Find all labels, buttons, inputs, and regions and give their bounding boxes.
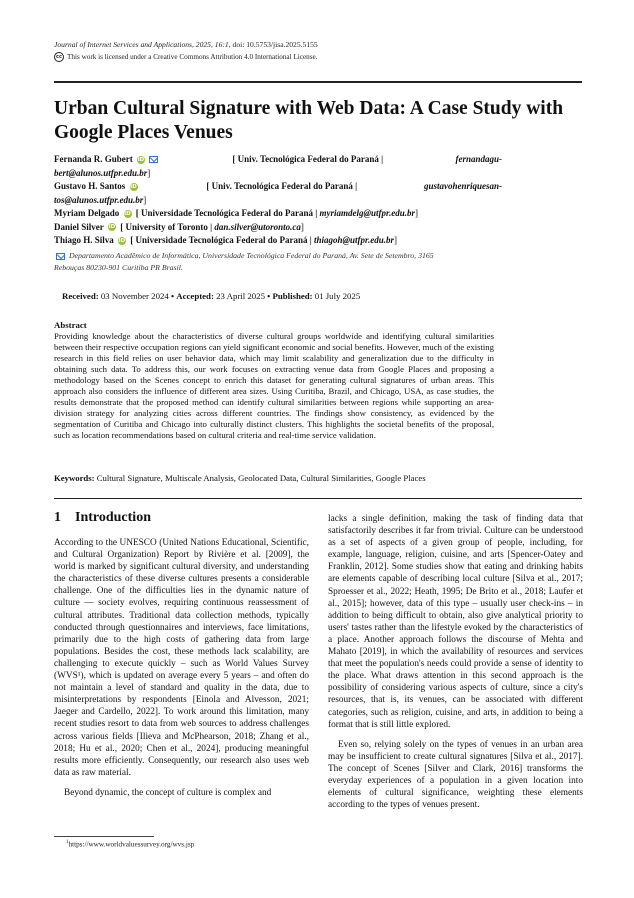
journal-name: Journal of Internet Services and Applications, 2025, 16:1, <box>54 40 231 49</box>
accepted-date: 23 April 2025 <box>216 291 265 301</box>
published-label: Published: <box>272 291 313 301</box>
keywords-label: Keywords: <box>54 473 95 483</box>
author-3: Myriam Delgado iD [ Universidade Tecnológica Federal do Paraná | myriamdelg@utfpr.edu.br] <box>54 208 418 218</box>
paragraph: Beyond dynamic, the concept of culture is complex and <box>64 787 272 798</box>
author-affiliation: [ Universidade Tecnológica Federal do Paraná | <box>135 208 318 218</box>
footnote-divider <box>54 836 154 837</box>
keywords <box>54 473 426 483</box>
author-email-cont[interactable]: tos@alunos.utfpr.edu.br <box>54 194 144 205</box>
section-number: 1 <box>54 510 61 525</box>
footnote-url[interactable]: https://www.worldvaluessurvey.org/wvs.jsp <box>68 840 195 849</box>
author-email-cont[interactable]: bert@alunos.utfpr.edu.br <box>54 167 148 178</box>
department-line-2: Rebouças 80230-901 Curitiba PR Brasil. <box>54 263 183 272</box>
paper-title: Urban Cultural Signature with Web Data: A Case Study with Google Places Venues <box>54 98 564 143</box>
journal-citation <box>54 40 318 49</box>
author-email[interactable]: fernandagu- <box>455 154 502 164</box>
paragraph: Even so, relying solely on the types of venues in an urban area may be insufficient to create cultural signatures [Silva et al., 2017]. The concept of Scenes [Silver and Clark, 2016] transforms the everyday experiences of a population in a given location into elements of cultural significance, weighting these elements according to the types of venues present. <box>328 739 583 811</box>
orcid-icon[interactable]: iD <box>108 224 116 231</box>
paragraph: According to the UNESCO (United Nations Educational, Scientific, and Cultural Organization) Report by Rivière et al. [2009], the world is marked by significant cultural diversity, and understanding the characteristics of these diverse cultures presents a considerable challenge. One of the difficulties lies in the dynamic nature of culture — society evolves, requiring continuous reassessment of cultural attributes. Traditional data collection methods, typically conducted through questionnaires and interviews, face limitations, primarily due to the high costs of gathering data from large populations. Besides the cost, these methods lack scalability, are challenging to execute quickly – such as World Values Survey (WVS¹), which is updated on average every 5 years – and often do not maintain a level of standard and quality in the data, due to misinterpretations by respondents [Einola and Alvesson, 2021; Jaeger and Cardello, 2022]. To work around this limitation, many recent studies resort to data from web sources to address challenges across various fields [Ilieva and McPhearson, 2018; Zhang et al., 2018; Hu et al., 2020; Chen et al., 2024], producing meaningful results more efficiently. Consequently, our research also uses web data as raw material. <box>54 538 309 778</box>
keywords-text: Cultural Signature, Multiscale Analysis, Geolocated Data, Cultural Similarities, Google Places <box>96 473 426 483</box>
author-name: Thiago H. Silva <box>54 235 114 245</box>
author-name: Daniel Silver <box>54 221 104 232</box>
footnote-mark: 1 <box>66 840 69 845</box>
date-separator: • <box>267 291 271 301</box>
publication-dates <box>62 291 360 301</box>
section-divider <box>54 498 582 499</box>
author-1 <box>54 153 502 167</box>
orcid-icon[interactable]: iD <box>137 156 145 163</box>
author-email[interactable]: thiagoh@utfpr.edu.br <box>314 235 395 245</box>
orcid-icon[interactable]: iD <box>118 237 126 244</box>
section-heading <box>54 510 309 526</box>
author-affiliation: [ Univ. Tecnológica Federal do Paraná | <box>232 154 384 164</box>
author-4: Daniel Silver iD [ University of Toronto | dan.silver@utoronto.ca] <box>54 221 304 232</box>
column-left <box>54 510 309 799</box>
license-line <box>54 52 318 62</box>
author-name: Myriam Delgado <box>54 208 120 218</box>
author-name: Fernanda R. Gubert <box>54 154 133 164</box>
creative-commons-icon: cc <box>54 52 64 62</box>
author-affiliation: [ Universidade Tecnológica Federal do Paraná | <box>130 235 312 245</box>
date-separator: • <box>170 291 175 301</box>
email-icon[interactable] <box>149 156 158 163</box>
author-affiliation: [ Univ. Tecnológica Federal do Paraná | <box>206 181 358 191</box>
column-right <box>328 513 583 811</box>
abstract-text: Providing knowledge about the characteristics of diverse cultural groups worldwide and identifying cultural similarities between their respective occupation regions can yield significant economic and social benefits. However, much of the existing research in this field relies on user behavior data, which may limit scalability and generalization due to the difficulty in obtaining such data. To address this, our work focuses on extracting venue data from Google Places and proposing a methodology based on the Scenes concept to enrich this dataset for generating cultural signatures of urban areas. This approach also considers the influence of different area sizes. Using Curitiba, Brazil, and Chicago, USA, as case studies, the results demonstrate that the proposed method can identify cultural similarities between regions while supporting an area-division strategy for analyzing cities across different countries. The findings show consistency, as evidenced by the segmentation of Curitiba and Chicago into culturally distinct clusters. This highlights the societal benefits of the proposal, such as location recommendations based on cultural criteria and real-time service validation. <box>54 331 494 440</box>
top-divider <box>54 81 582 83</box>
received-date: 03 November 2024 <box>100 291 169 301</box>
received-label: Received: <box>62 291 99 301</box>
published-date: 01 July 2025 <box>314 291 361 301</box>
license-text[interactable]: This work is licensed under a Creative Commons Attribution 4.0 International License. <box>67 53 318 61</box>
accepted-label: Accepted: <box>176 291 214 301</box>
author-name: Gustavo H. Santos <box>54 181 126 191</box>
author-email[interactable]: gustavohenriquesan- <box>423 181 502 191</box>
department-line-1: Departamento Acadêmico de Informática, Universidade Tecnológica Federal do Paraná, Av. Sete de Setembro, 3165 <box>68 251 434 260</box>
journal-doi[interactable]: doi: 10.5753/jisa.2025.5155 <box>232 40 318 49</box>
author-email[interactable]: dan.silver@utoronto.ca <box>214 221 301 232</box>
section-title: Introduction <box>75 510 151 525</box>
author-5: Thiago H. Silva iD [ Universidade Tecnológica Federal do Paraná | thiagoh@utfpr.edu.br] <box>54 235 398 245</box>
author-2 <box>54 180 502 194</box>
author-affiliation: [ University of Toronto | <box>120 221 213 232</box>
paragraph: lacks a single definition, making the task of finding data that satisfactorily describes it far from trivial. Culture can be understood as a set of aspects of a given group of people, including, for example, language, religion, cuisine, and arts [Spencer-Oatey and Franklin, 2012]. Some studies show that eating and drinking habits are elements capable of describing local culture [Silva et al., 2017; Sproesser et al., 2022; Heath, 1995; De Brito et al., 2018; Laufer et al., 2015]; however, data of this type – usually user check-ins – in addition to being difficult to obtain, also give analytical priority to users' tastes rather than the lifestyle evoked by the characteristics of a place. Another approach follows the discourse of Mehta and Mahato [2019], in which the availability of resources and services that meet the population's needs could provide a sense of identity to the place. What draws attention in this second approach is the possibility of considering various aspects of culture, since a city's resources, that is, its venues, can be associated with different categories, such as religion, cuisine, and arts, in addition to being a format that is still little explored. <box>328 514 583 730</box>
author-email[interactable]: myriamdelg@utfpr.edu.br <box>319 208 415 218</box>
abstract-heading: Abstract <box>54 320 87 330</box>
orcid-icon[interactable]: iD <box>130 183 137 190</box>
author-list: Fernanda R. Gubert iD [ Univ. Tecnológica Federal do Paraná | fernandagu- bert@alunos.utfpr.edu.br] Gustavo H. Santos iD [ Univ. Tecnológica Federal do Paraná | gustavohenriquesan- tos@alunos.utfpr.edu.br] Myriam Delgado iD [ Universidade Tecnológica Federal do Paraná | myriamdelg@utfpr.edu.br] Daniel Silver iD [ University of Toronto | dan.silver@utoronto.ca] Thiago H. Silva iD [ Universidade Tecnológica Federal do Paraná | thiagoh@utfpr.edu.br] <box>54 153 502 248</box>
orcid-icon[interactable]: iD <box>124 210 131 217</box>
department-address <box>54 250 524 274</box>
footnote <box>66 840 194 848</box>
envelope-icon <box>56 253 65 260</box>
